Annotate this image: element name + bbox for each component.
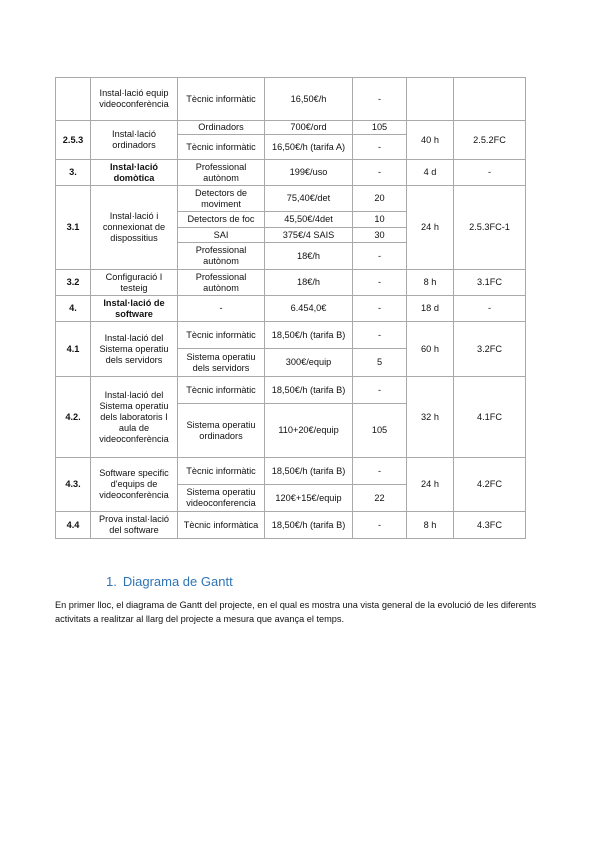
price-cell: 16,50€/h bbox=[265, 78, 353, 121]
id-cell: 4.2. bbox=[56, 377, 91, 458]
dependency-cell: 4.3FC bbox=[454, 512, 526, 539]
id-cell: 3.1 bbox=[56, 186, 91, 270]
resource-cell: Professional autònom bbox=[178, 160, 265, 186]
duration-cell: 60 h bbox=[407, 322, 454, 377]
resource-cell: Detectors de moviment bbox=[178, 186, 265, 212]
id-cell: 3.2 bbox=[56, 270, 91, 296]
id-cell: 4.3. bbox=[56, 458, 91, 512]
section-heading bbox=[106, 574, 233, 589]
task-cell: Prova instal·lació del software bbox=[91, 512, 178, 539]
price-cell: 18€/h bbox=[265, 243, 353, 270]
duration-cell: 32 h bbox=[407, 377, 454, 458]
id-cell: 4. bbox=[56, 296, 91, 322]
qty-cell: 105 bbox=[353, 404, 407, 458]
price-cell: 300€/equip bbox=[265, 349, 353, 377]
duration-cell bbox=[407, 78, 454, 121]
price-cell: 18€/h bbox=[265, 270, 353, 296]
resource-cell: SAI bbox=[178, 228, 265, 243]
duration-cell: 18 d bbox=[407, 296, 454, 322]
dependency-cell: 3.1FC bbox=[454, 270, 526, 296]
qty-cell: - bbox=[353, 296, 407, 322]
task-cell: Instal·lació equip videoconferència bbox=[91, 78, 178, 121]
table-row bbox=[56, 322, 526, 349]
price-cell: 375€/4 SAIS bbox=[265, 228, 353, 243]
table-row bbox=[56, 160, 526, 186]
qty-cell: - bbox=[353, 160, 407, 186]
dependency-cell: 4.2FC bbox=[454, 458, 526, 512]
resources-table bbox=[55, 77, 526, 539]
body-paragraph: En primer lloc, el diagrama de Gantt del projecte, en el qual es mostra una vista general de la evolució de les diferents activitats a realitzar al llarg del projecte a mesura que avança el temps. bbox=[55, 600, 537, 624]
resource-cell: Sistema operatiu dels servidors bbox=[178, 349, 265, 377]
table-row bbox=[56, 270, 526, 296]
resource-cell: Ordinadors bbox=[178, 121, 265, 135]
id-cell: 4.1 bbox=[56, 322, 91, 377]
price-cell: 16,50€/h (tarifa A) bbox=[265, 135, 353, 160]
section-number: 1. bbox=[106, 574, 117, 589]
section-title: Diagrama de Gantt bbox=[122, 574, 233, 589]
table-row bbox=[56, 377, 526, 404]
resource-cell: Tècnic informàtic bbox=[178, 78, 265, 121]
qty-cell: 5 bbox=[353, 349, 407, 377]
task-cell: Instal·lació del Sistema operatiu dels laboratoris I aula de videoconferència bbox=[91, 377, 178, 458]
id-cell: 2.5.3 bbox=[56, 121, 91, 160]
table-row bbox=[56, 186, 526, 212]
qty-cell: - bbox=[353, 377, 407, 404]
table-row bbox=[56, 121, 526, 135]
table-row bbox=[56, 78, 526, 121]
duration-cell: 8 h bbox=[407, 512, 454, 539]
price-cell: 18,50€/h (tarifa B) bbox=[265, 458, 353, 485]
resource-cell: Sistema operatiu ordinadors bbox=[178, 404, 265, 458]
qty-cell: 10 bbox=[353, 212, 407, 228]
resource-cell: Tècnic informàtic bbox=[178, 135, 265, 160]
price-cell: 18,50€/h (tarifa B) bbox=[265, 512, 353, 539]
price-cell: 110+20€/equip bbox=[265, 404, 353, 458]
table-row bbox=[56, 296, 526, 322]
resource-cell: Professional autònom bbox=[178, 270, 265, 296]
price-cell: 18,50€/h (tarifa B) bbox=[265, 377, 353, 404]
id-cell: 3. bbox=[56, 160, 91, 186]
resource-cell: Detectors de foc bbox=[178, 212, 265, 228]
task-cell: Instal·lació del Sistema operatiu dels servidors bbox=[91, 322, 178, 377]
task-cell: Instal·lació ordinadors bbox=[91, 121, 178, 160]
dependency-cell: 2.5.3FC-1 bbox=[454, 186, 526, 270]
resource-cell: Professional autònom bbox=[178, 243, 265, 270]
qty-cell: 105 bbox=[353, 121, 407, 135]
dependency-cell: - bbox=[454, 160, 526, 186]
qty-cell: - bbox=[353, 458, 407, 485]
resource-cell: Sistema operatiu videoconferencia bbox=[178, 485, 265, 512]
price-cell: 120€+15€/equip bbox=[265, 485, 353, 512]
resource-cell: - bbox=[178, 296, 265, 322]
price-cell: 6.454,0€ bbox=[265, 296, 353, 322]
task-cell: Software specific d'equips de videoconferència bbox=[91, 458, 178, 512]
qty-cell: - bbox=[353, 322, 407, 349]
duration-cell: 8 h bbox=[407, 270, 454, 296]
dependency-cell bbox=[454, 78, 526, 121]
price-cell: 45,50€/4det bbox=[265, 212, 353, 228]
dependency-cell: 3.2FC bbox=[454, 322, 526, 377]
task-cell: Instal·lació i connexionat de dispossitius bbox=[91, 186, 178, 270]
duration-cell: 24 h bbox=[407, 458, 454, 512]
duration-cell: 4 d bbox=[407, 160, 454, 186]
qty-cell: - bbox=[353, 135, 407, 160]
qty-cell: - bbox=[353, 270, 407, 296]
price-cell: 199€/uso bbox=[265, 160, 353, 186]
resource-cell: Tècnic informàtic bbox=[178, 377, 265, 404]
duration-cell: 24 h bbox=[407, 186, 454, 270]
id-cell bbox=[56, 78, 91, 121]
resource-cell: Tècnic informàtic bbox=[178, 322, 265, 349]
task-cell: Configuració I testeig bbox=[91, 270, 178, 296]
price-cell: 700€/ord bbox=[265, 121, 353, 135]
qty-cell: 22 bbox=[353, 485, 407, 512]
price-cell: 18,50€/h (tarifa B) bbox=[265, 322, 353, 349]
resource-cell: Tècnic informàtica bbox=[178, 512, 265, 539]
table-row bbox=[56, 512, 526, 539]
duration-cell: 40 h bbox=[407, 121, 454, 160]
qty-cell: - bbox=[353, 243, 407, 270]
qty-cell: 30 bbox=[353, 228, 407, 243]
task-cell: Instal·lació de software bbox=[91, 296, 178, 322]
id-cell: 4.4 bbox=[56, 512, 91, 539]
resource-cell: Tècnic informàtic bbox=[178, 458, 265, 485]
qty-cell: - bbox=[353, 78, 407, 121]
dependency-cell: 2.5.2FC bbox=[454, 121, 526, 160]
table-row bbox=[56, 458, 526, 485]
dependency-cell: 4.1FC bbox=[454, 377, 526, 458]
price-cell: 75,40€/det bbox=[265, 186, 353, 212]
dependency-cell: - bbox=[454, 296, 526, 322]
qty-cell: - bbox=[353, 512, 407, 539]
qty-cell: 20 bbox=[353, 186, 407, 212]
task-cell: Instal·lació domòtica bbox=[91, 160, 178, 186]
